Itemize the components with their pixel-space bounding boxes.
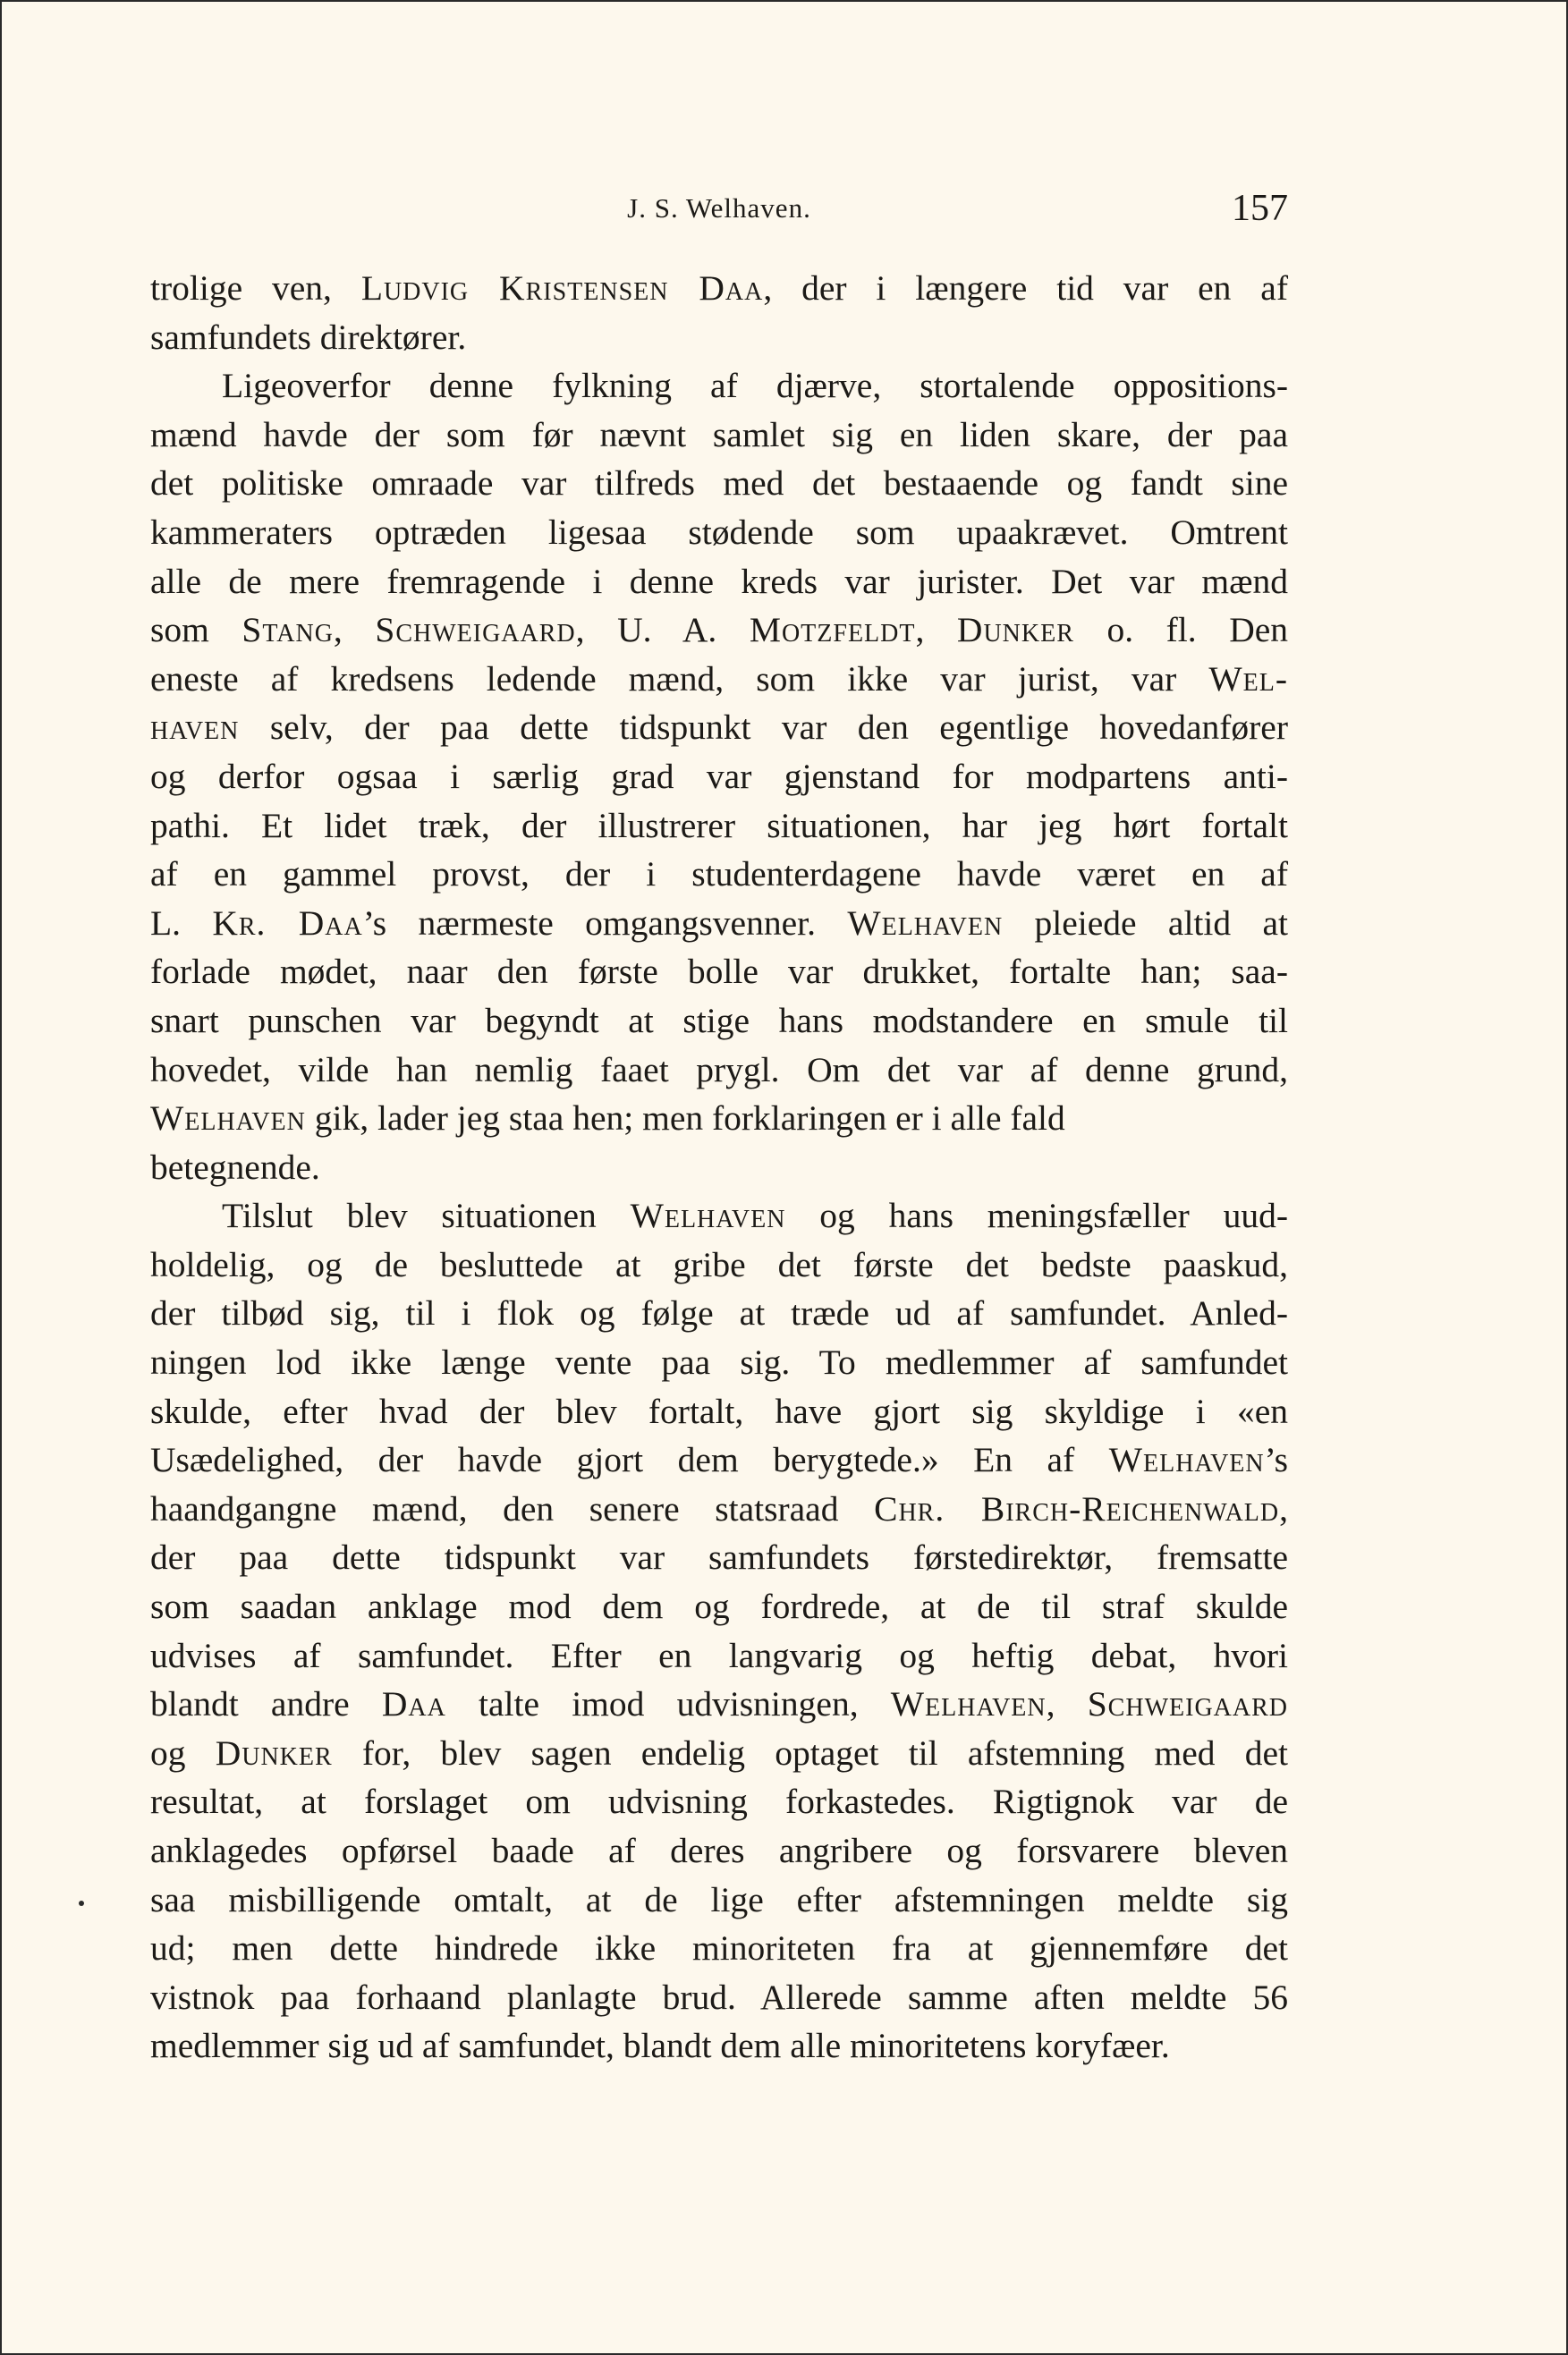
text-run: Ligeoverfor denne fylkning af djærve, stortalende oppositions- xyxy=(222,366,1288,406)
text-run: ud; men dette hindrede ikke minoriteten fra at gjennemføre det xyxy=(150,1928,1288,1969)
small-caps-name: Welhaven xyxy=(890,1684,1047,1724)
small-caps-name: Welhaven xyxy=(847,902,1004,943)
ink-spot xyxy=(79,1901,84,1906)
text-line xyxy=(150,1631,1288,1681)
text-line xyxy=(150,850,1288,899)
body-text xyxy=(150,264,1288,2071)
text-line xyxy=(150,1241,1288,1290)
text-run: gik, lader jeg staa hen; men forklaringen er i alle fald xyxy=(305,1098,1065,1139)
text-run: , der i længere tid var en af xyxy=(763,268,1288,308)
text-line xyxy=(150,1826,1288,1876)
text-run: samfundets direktører. xyxy=(150,317,467,357)
text-run: udvises af samfundet. Efter en langvarig og heftig debat, hvori xyxy=(150,1635,1288,1675)
page-number: 157 xyxy=(1232,188,1288,229)
small-caps-name: Stang xyxy=(242,610,334,650)
text-line xyxy=(150,1143,1288,1192)
text-run: ’s xyxy=(1264,1440,1288,1480)
text-line xyxy=(150,264,1288,313)
text-line xyxy=(150,459,1288,508)
small-caps-name: Kr. Daa xyxy=(212,902,363,943)
text-run: vistnok paa forhaand planlagte brud. Allerede samme aften meldte 56 xyxy=(150,1977,1288,2017)
text-run: ningen lod ikke længe vente paa sig. To medlemmer af samfundet xyxy=(150,1343,1288,1383)
text-run: som xyxy=(150,610,242,650)
text-run: haandgangne mænd, den senere statsraad xyxy=(150,1488,875,1529)
text-run: , xyxy=(1279,1488,1288,1529)
text-line xyxy=(150,1973,1288,2022)
text-line xyxy=(150,1485,1288,1534)
text-line xyxy=(150,508,1288,557)
text-line xyxy=(150,801,1288,851)
small-caps-name: Welhaven xyxy=(630,1196,786,1236)
text-run: Usædelighed, der havde gjort dem berygtede.» En af xyxy=(150,1440,1109,1480)
text-run: ’s nærmeste omgangsvenner. xyxy=(362,902,848,943)
text-line xyxy=(150,411,1288,460)
page-header xyxy=(150,183,1288,237)
text-run: Tilslut blev situationen xyxy=(222,1196,631,1236)
text-line xyxy=(150,1533,1288,1582)
text-line xyxy=(150,1777,1288,1826)
text-run: selv, der paa dette tidspunkt var den egentlige hovedanfører xyxy=(239,707,1288,748)
text-line xyxy=(150,1582,1288,1631)
text-line xyxy=(150,996,1288,1046)
small-caps-name: Welhaven xyxy=(150,1098,306,1139)
text-line xyxy=(150,1046,1288,1095)
text-line xyxy=(150,752,1288,801)
text-run: det politiske omraade var tilfreds med det bestaaende og fandt sine xyxy=(150,463,1288,504)
small-caps-name: Wel- xyxy=(1208,658,1288,699)
text-line xyxy=(150,1436,1288,1485)
text-line xyxy=(150,655,1288,704)
text-run: der paa dette tidspunkt var samfundets førstedirektør, fremsatte xyxy=(150,1538,1288,1578)
text-line xyxy=(150,1191,1288,1241)
text-run: og xyxy=(150,1732,216,1773)
text-run: anklagedes opførsel baade af deres angribere og forsvarere bleven xyxy=(150,1831,1288,1870)
small-caps-name: Dunker xyxy=(956,610,1074,650)
text-run: resultat, at forslaget om udvisning forkastedes. Rigtignok var de xyxy=(150,1782,1288,1822)
text-run: snart punschen var begyndt at stige hans modstandere en smule til xyxy=(150,1000,1288,1040)
small-caps-name: haven xyxy=(150,707,240,748)
text-run: eneste af kredsens ledende mænd, som ikke var jurist, var xyxy=(150,658,1209,699)
text-line xyxy=(150,947,1288,996)
small-caps-name: Daa xyxy=(381,1684,446,1724)
text-line xyxy=(150,313,1288,362)
text-run: , xyxy=(333,610,376,650)
text-line xyxy=(150,1094,1288,1143)
text-run: medlemmer sig ud af samfundet, blandt dem alle minoritetens koryfæer. xyxy=(150,2026,1170,2066)
text-run: og hans meningsfæller uud- xyxy=(785,1196,1289,1236)
text-run: o. fl. Den xyxy=(1073,610,1289,650)
text-line xyxy=(150,1729,1288,1778)
small-caps-name: Motzfeldt xyxy=(749,610,916,650)
text-run: talte imod udvisningen, xyxy=(445,1684,891,1724)
text-run: saa misbilligende omtalt, at de lige efter afstemningen meldte sig xyxy=(150,1879,1288,1919)
text-line xyxy=(150,1387,1288,1436)
text-line xyxy=(150,1289,1288,1338)
text-run: pleiede altid at xyxy=(1003,902,1288,943)
small-caps-name: Schweigaard xyxy=(1087,1684,1288,1724)
text-line xyxy=(150,703,1288,752)
text-line xyxy=(150,1876,1288,1925)
text-run: af en gammel provst, der i studenterdagene havde været en af xyxy=(150,854,1288,894)
text-run: holdelig, og de besluttede at gribe det første det bedste paaskud, xyxy=(150,1244,1288,1284)
text-run: hovedet, vilde han nemlig faaet prygl. Om det var af denne grund, xyxy=(150,1049,1288,1089)
text-line xyxy=(150,1924,1288,1973)
small-caps-name: Welhaven xyxy=(1108,1440,1265,1480)
text-run: L. xyxy=(150,902,213,943)
text-line xyxy=(150,899,1288,948)
text-run: for, blev sagen endelig optaget til afstemning med det xyxy=(332,1732,1288,1773)
text-run: alle de mere fremragende i denne kreds var jurister. Det var mænd xyxy=(150,561,1288,601)
text-run: der tilbød sig, til i flok og følge at træde ud af samfundet. Anled- xyxy=(150,1293,1288,1334)
text-run: , U. A. xyxy=(575,610,750,650)
text-run: forlade mødet, naar den første bolle var drukket, fortalte han; saa- xyxy=(150,952,1288,992)
small-caps-name: Ludvig Kristensen Daa xyxy=(360,268,764,308)
text-line xyxy=(150,557,1288,606)
text-run: pathi. Et lidet træk, der illustrerer situationen, har jeg hørt fortalt xyxy=(150,805,1288,845)
text-run: , xyxy=(1046,1684,1088,1724)
text-run: kammeraters optræden ligesaa stødende som upaakrævet. Omtrent xyxy=(150,512,1288,552)
text-run: skulde, efter hvad der blev fortalt, have gjort sig skyldige i «en xyxy=(150,1391,1288,1431)
small-caps-name: Chr. Birch-Reichenwald xyxy=(874,1488,1280,1529)
text-line xyxy=(150,1338,1288,1387)
text-line xyxy=(150,606,1288,655)
text-run: , xyxy=(915,610,957,650)
text-run: og derfor ogsaa i særlig grad var gjenstand for modpartens anti- xyxy=(150,756,1288,796)
text-run: blandt andre xyxy=(150,1684,382,1724)
text-run: betegnende. xyxy=(150,1147,320,1187)
text-run: mænd havde der som før nævnt samlet sig en liden skare, der paa xyxy=(150,414,1288,454)
text-run: trolige ven, xyxy=(150,268,361,308)
running-title: J. S. Welhaven. xyxy=(627,192,811,224)
text-line xyxy=(150,361,1288,411)
small-caps-name: Schweigaard xyxy=(375,610,576,650)
text-line xyxy=(150,1680,1288,1729)
text-line xyxy=(150,2021,1288,2071)
small-caps-name: Dunker xyxy=(215,1732,333,1773)
text-run: som saadan anklage mod dem og fordrede, at de til straf skulde xyxy=(150,1587,1288,1627)
